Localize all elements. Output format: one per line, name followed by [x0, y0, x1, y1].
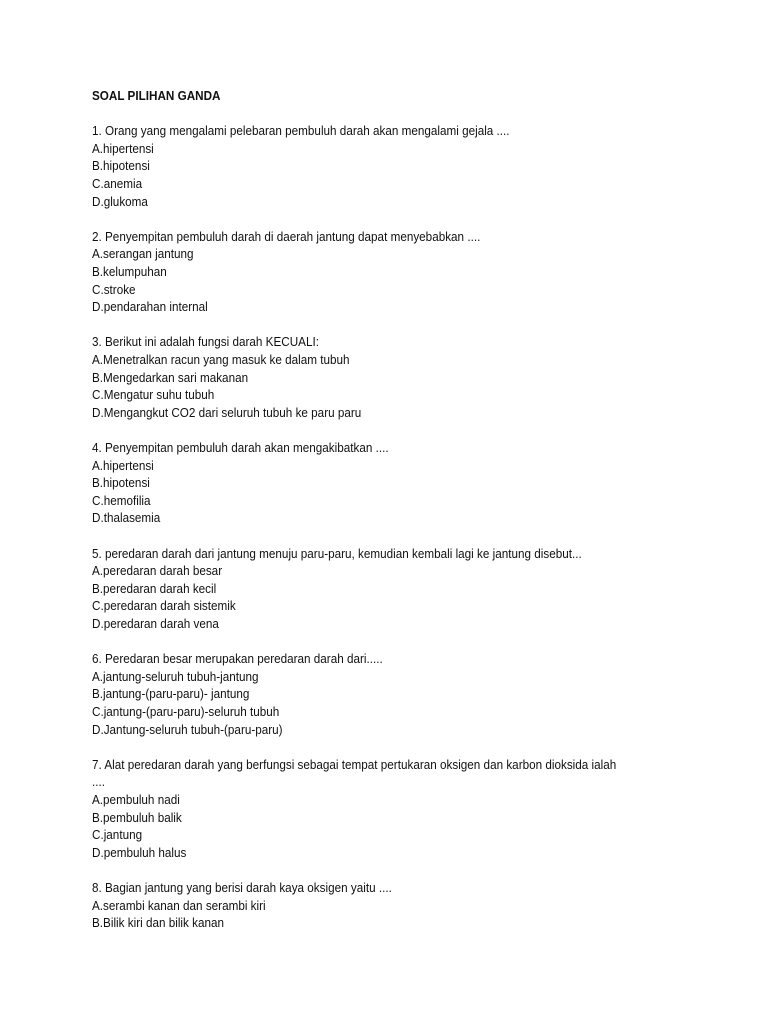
answer-option: A.peredaran darah besar [92, 563, 223, 579]
answer-option: A.hipertensi [92, 140, 154, 156]
answer-option: B.hipotensi [92, 158, 150, 174]
answer-option: D.thalasemia [92, 510, 161, 526]
question-text: 7. Alat peredaran darah yang berfungsi sebagai tempat pertukaran oksigen dan karbon dioksida ialah [92, 756, 617, 772]
question-text: 6. Peredaran besar merupakan peredaran darah dari..... [92, 651, 383, 667]
question-text: 8. Bagian jantung yang berisi darah kaya oksigen yaitu .... [92, 880, 392, 895]
answer-option: A.serangan jantung [92, 246, 194, 262]
document-title: SOAL PILIHAN GANDA [92, 88, 221, 103]
answer-option: B.Bilik kiri dan bilik kanan [92, 915, 225, 931]
answer-option: B.jantung-(paru-paru)- jantung [92, 686, 250, 702]
answer-option: C.hemofilia [92, 492, 151, 508]
question-text: 4. Penyempitan pembuluh darah akan mengakibatkan .... [92, 440, 389, 455]
answer-option: D.Jantung-seluruh tubuh-(paru-paru) [92, 721, 283, 737]
answer-option: C.jantung-(paru-paru)-seluruh tubuh [92, 704, 280, 719]
answer-option: A.hipertensi [92, 457, 154, 473]
answer-option: A.pembuluh nadi [92, 792, 180, 807]
answer-option: B.peredaran darah kecil [92, 580, 217, 596]
answer-option: A.serambi kanan dan serambi kiri [92, 897, 266, 913]
question-text: 1. Orang yang mengalami pelebaran pembuluh darah akan mengalami gejala .... [92, 123, 510, 139]
answer-option: D.pendarahan internal [92, 299, 208, 315]
answer-option: A.jantung-seluruh tubuh-jantung [92, 668, 259, 684]
answer-option: C.anemia [92, 176, 143, 191]
answer-option: B.Mengedarkan sari makanan [92, 369, 249, 385]
question-text: 2. Penyempitan pembuluh darah di daerah jantung dapat menyebabkan .... [92, 228, 481, 244]
answer-option: C.Mengatur suhu tubuh [92, 387, 215, 403]
question-text: 5. peredaran darah dari jantung menuju paru-paru, kemudian kembali lagi ke jantung disebut... [92, 545, 582, 561]
answer-option: A.Menetralkan racun yang masuk ke dalam tubuh [92, 352, 350, 367]
answer-option: B.kelumpuhan [92, 264, 167, 279]
question-text-continuation: .... [92, 774, 106, 790]
answer-option: D.glukoma [92, 193, 148, 209]
answer-option: D.pembuluh halus [92, 844, 187, 860]
answer-option: D.Mengangkut CO2 dari seluruh tubuh ke paru paru [92, 404, 362, 420]
answer-option: C.stroke [92, 281, 136, 297]
question-text: 3. Berikut ini adalah fungsi darah KECUALI: [92, 334, 319, 350]
answer-option: C.jantung [92, 827, 143, 843]
answer-option: B.pembuluh balik [92, 809, 182, 825]
answer-option: B.hipotensi [92, 475, 150, 491]
answer-option: D.peredaran darah vena [92, 616, 219, 631]
answer-option: C.peredaran darah sistemik [92, 598, 236, 614]
